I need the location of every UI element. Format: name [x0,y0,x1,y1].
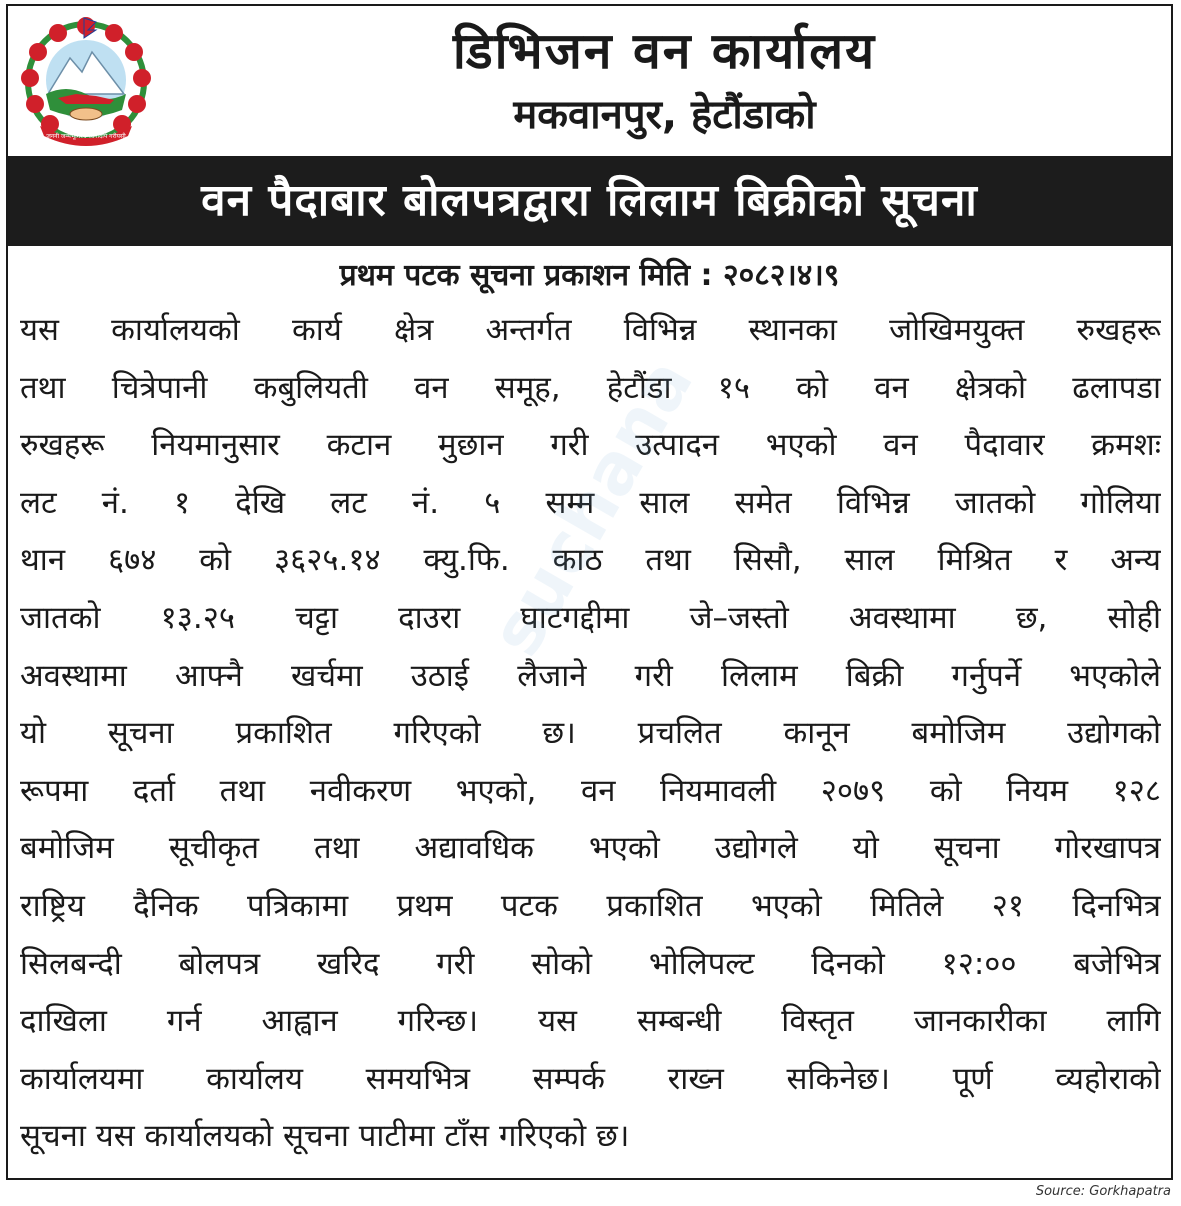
body-line: यस कार्यालयको कार्य क्षेत्र अन्तर्गत विभिन्न स्थानका जोखिमयुक्त रुखहरू [20,312,1161,348]
publication-date: प्रथम पटक सूचना प्रकाशन मिति : २०८२।४।९ [339,258,840,293]
watermark: suchana [474,344,709,670]
body-line: रुखहरू नियमानुसार कटान मुछान गरी उत्पादन भएको वन पैदावार क्रमशः [20,427,1161,464]
body-line: यो सूचना प्रकाशित गरिएको छ। प्रचलित कानून बमोजिम उद्योगको [20,715,1161,752]
body-line: दाखिला गर्न आह्वान गरिन्छ। यस सम्बन्धी विस्तृत जानकारीका लागि [20,1003,1161,1040]
svg-text:जननी जन्मभूमिश्च स्वर्गादपि गर: जननी जन्मभूमिश्च स्वर्गादपि गरीयसी [46,133,126,140]
body-line: थान ६७४ को ३६२५.१४ क्यु.फि. काठ तथा सिसौ, साल मिश्रित र अन्य [20,542,1161,579]
notice-body [20,302,1161,1166]
body-line: सूचना यस कार्यालयको सूचना पाटीमा टाँस गरिएको छ। [20,1118,630,1155]
body-line: अवस्थामा आफ्नै खर्चमा उठाई लैजाने गरी लिलाम बिक्री गर्नुपर्ने भएकोले [20,657,1161,694]
body-line: रूपमा दर्ता तथा नवीकरण भएको, वन नियमावली २०७९ को नियम १२८ [20,772,1161,809]
office-location: मकवानपुर, हेटौंडाको [513,92,816,138]
body-line: बमोजिम सूचीकृत तथा अद्यावधिक भएको उद्योगले यो सूचना गोरखापत्र [20,830,1161,867]
nepal-coat-of-arms-icon [18,14,154,150]
notice-banner: वन पैदाबार बोलपत्रद्वारा लिलाम बिक्रीको सूचना [8,156,1171,246]
body-line: राष्ट्रिय दैनिक पत्रिकामा प्रथम पटक प्रकाशित भएको मितिले २१ दिनभित्र [20,887,1161,924]
body-line: कार्यालयमा कार्यालय समयभित्र सम्पर्क राख्न सकिनेछ। पूर्ण व्यहोराको [20,1060,1161,1097]
body-line: लट नं. १ देखि लट नं. ५ सम्म साल समेत विभिन्न जातको गोलिया [20,484,1161,521]
body-line: सिलबन्दी बोलपत्र खरिद गरी सोको भोलिपल्ट दिनको १२:०० बजेभित्र [20,945,1161,982]
body-line: तथा चित्रेपानी कबुलियती वन समूह, हेटौंडा १५ को वन क्षेत्रको ढलापडा [20,369,1161,406]
body-line: जातको १३.२५ चट्टा दाउरा घाटगद्दीमा जे–जस्तो अवस्थामा छ, सोही [20,599,1161,636]
notice-frame [6,4,1173,1180]
office-title: डिभिजन वन कार्यालय [452,22,877,80]
notice-header [8,6,1171,156]
source-credit: Source: Gorkhapatra [1035,1184,1171,1199]
